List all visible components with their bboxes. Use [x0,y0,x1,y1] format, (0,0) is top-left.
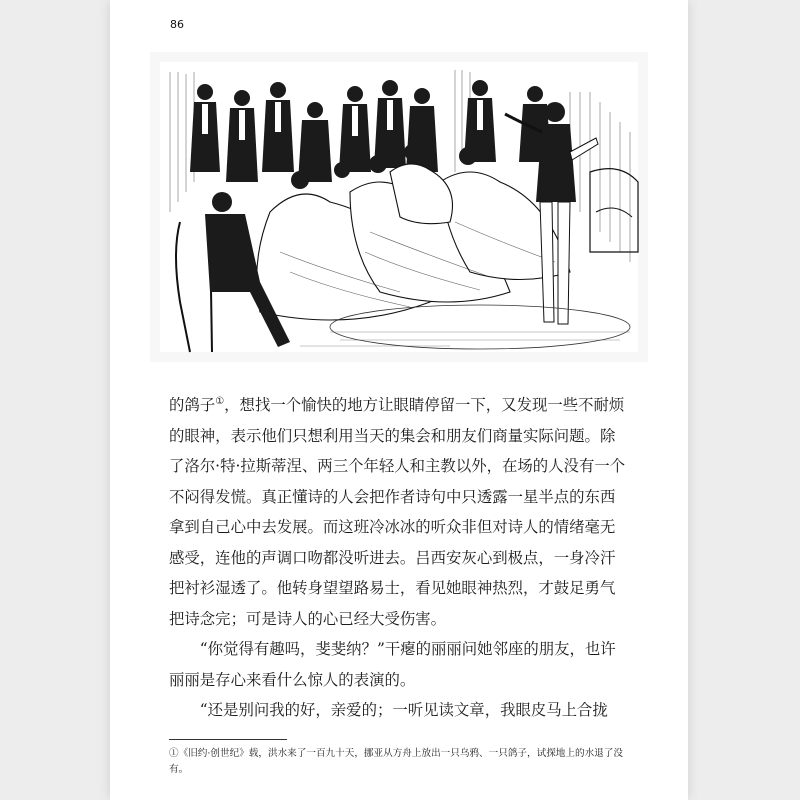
footnote-reference: ① [215,395,225,407]
paragraph-2: “你觉得有趣吗，斐斐纳？”干瘪的丽丽问她邻座的朋友，也许丽丽是存心来看什么惊人的表演的。 [169,640,616,689]
paragraph-1 [169,390,629,634]
paragraph-3: “还是别问我的好，亲爱的；一听见读文章，我眼皮马上合拢 [199,701,608,719]
main-text [169,390,629,726]
paragraph-1-start: 的鸽子 [169,396,216,414]
book-page [110,0,688,800]
page-number: 86 [170,18,184,31]
paragraph-1-rest: ，想找一个愉快的地方让眼睛停留一下，又发现一些不耐烦的眼神，表示他们只想利用当天的集会和朋友们商量实际问题。除了洛尔·特·拉斯蒂涅、两三个年轻人和主教以外，在场的人没有一个不闷得发慌。真正懂诗的人会把作者诗句中只透露一星半点的东西拿到自己心中去发展。而这班冷冰冰的听众非但对诗人的情绪毫无感受，连他的声调口吻都没听进去。吕西安灰心到极点，一身冷汗把衬衫湿透了。他转身望望路易士，看见她眼神热烈，才鼓足勇气把诗念完；可是诗人的心已经大受伤害。 [169,396,626,628]
footnote-divider [169,739,287,740]
footnote: ①《旧约·创世纪》载，洪水来了一百九十天，挪亚从方舟上放出一只乌鸦、一只鸽子，试探地上的水退了没有。 [169,748,623,775]
salon-reading-illustration [150,52,648,362]
engraving-drawing [150,52,648,362]
